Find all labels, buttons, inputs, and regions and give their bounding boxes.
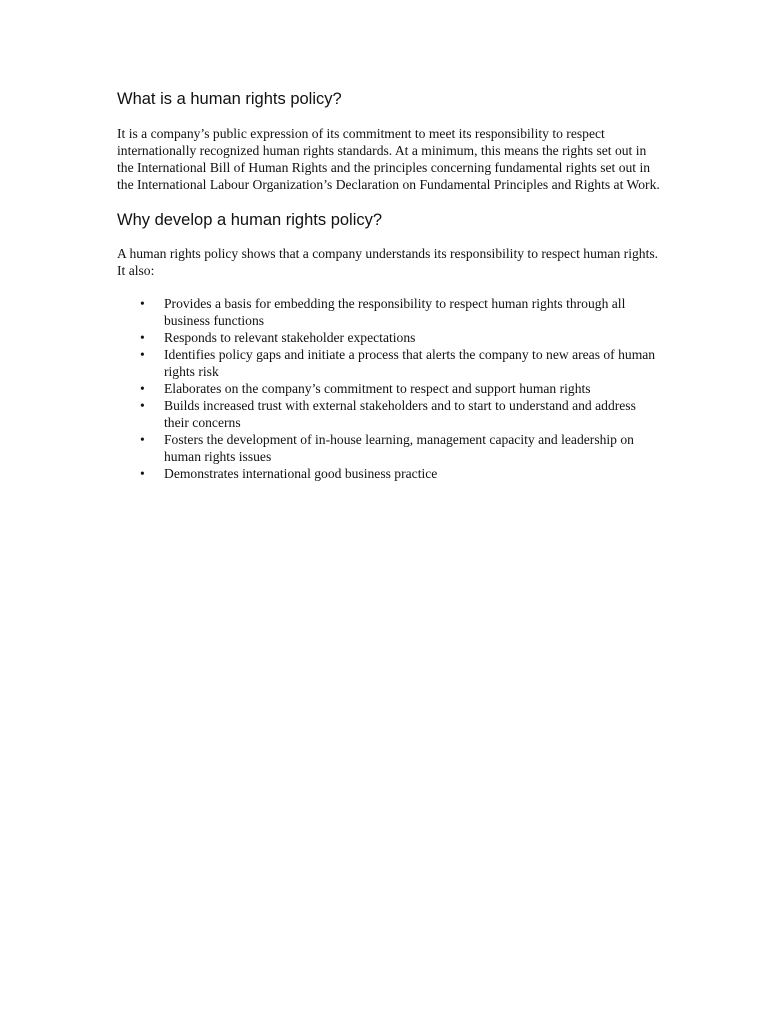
section-paragraph-what: It is a company’s public expression of its commitment to meet its responsibility to respect internationally recognized human rights standards. At a minimum, this means the rights set out in the International Bill of Human Rights and the principles concerning fundamental rights set out in the International Labour Organization’s Declaration on Fundamental Principles and Rights at Work. [117,126,660,192]
list-item [117,465,662,482]
list-item-text: Demonstrates international good business practice [164,466,438,481]
list-item-text: Elaborates on the company’s commitment to respect and support human rights [164,381,591,396]
list-item [117,295,662,329]
bullet-icon: • [140,347,145,362]
bullet-icon: • [140,398,145,413]
bullet-icon: • [140,296,145,311]
section-heading-why: Why develop a human rights policy? [117,211,383,229]
list-item [117,346,662,380]
list-item [117,397,662,431]
list-item [117,431,662,465]
list-item-text: Responds to relevant stakeholder expectations [164,330,416,345]
benefits-list [117,295,662,482]
bullet-icon: • [140,330,145,345]
bullet-icon: • [140,381,145,396]
list-item-text: Provides a basis for embedding the responsibility to respect human rights through all business functions [164,296,626,328]
list-item-text: Builds increased trust with external stakeholders and to start to understand and address their concerns [164,398,636,430]
bullet-icon: • [140,466,145,481]
list-item [117,329,662,346]
list-item [117,380,662,397]
list-item-text: Identifies policy gaps and initiate a process that alerts the company to new areas of human rights risk [164,347,656,379]
list-item-text: Fosters the development of in-house learning, management capacity and leadership on human rights issues [164,432,634,464]
bullet-icon: • [140,432,145,447]
section-heading-what: What is a human rights policy? [117,90,342,108]
document-page [117,88,662,482]
section-paragraph-why: A human rights policy shows that a company understands its responsibility to respect human rights. It also: [117,246,659,278]
